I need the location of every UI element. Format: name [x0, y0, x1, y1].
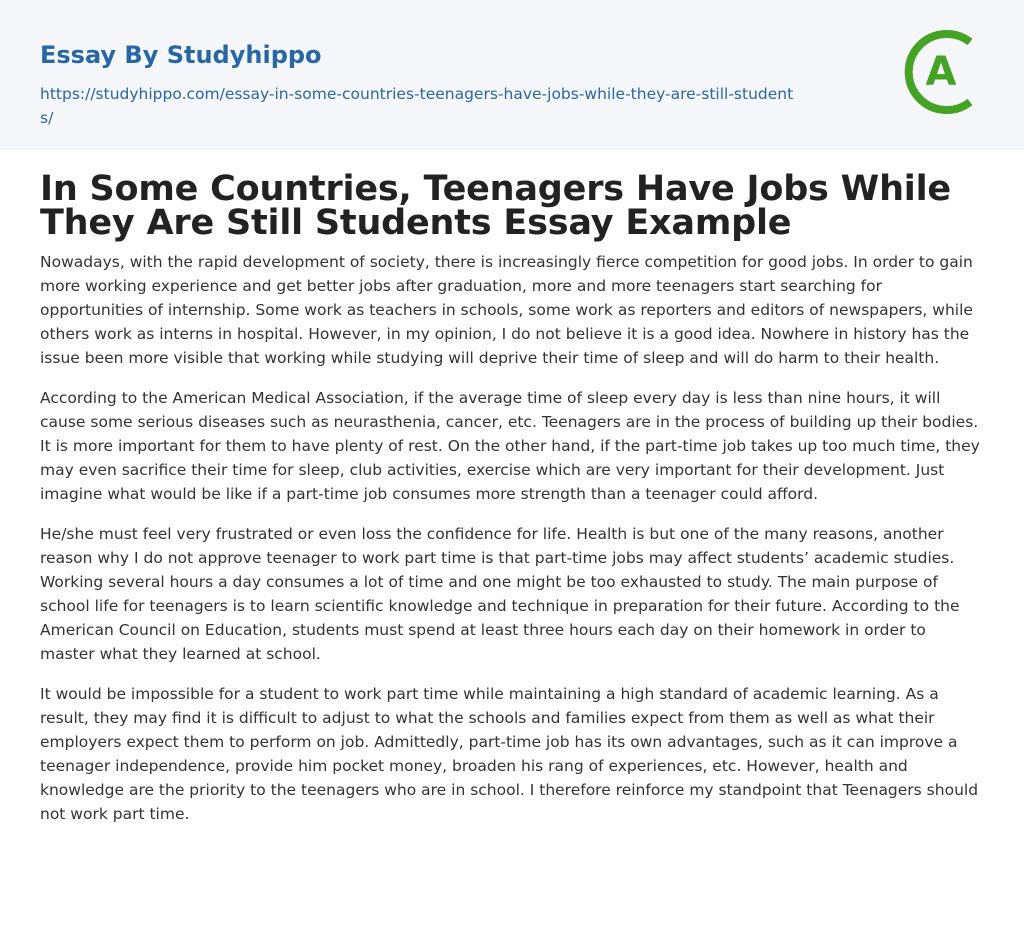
essay-body — [40, 250, 984, 842]
essay-paragraph: He/she must feel very frustrated or even loss the confidence for life. Health is but one of the many reasons, another reason why I do not approve teenager to work part time is that part-time jobs may affect students’ academic studies. Working several hours a day consumes a lot of time and one might be too exhausted to study. The main purpose of school life for teenagers is to learn scientific knowledge and technique in preparation for their future. According to the American Council on Education, students must spend at least three hours each day on their homework in order to master what they learned at school. — [40, 525, 960, 663]
essay-paragraph: It would be impossible for a student to work part time while maintaining a high standard of academic learning. As a result, they may find it is difficult to adjust to what the schools and families expect from them as well as what their employers expect them to perform on job. Admittedly, part-time job has its own advantages, such as it can improve a teenager independence, provide him pocket money, broaden his rang of experiences, etc. However, health and knowledge are the priority to the teenagers who are in school. I therefore reinforce my standpoint that Teenagers should not work part time. — [40, 685, 979, 823]
page-title: In Some Countries, Teenagers Have Jobs While They Are Still Students Essay Example — [40, 169, 951, 243]
logo-letter: A — [925, 49, 957, 95]
essay-paragraph: According to the American Medical Association, if the average time of sleep every day is less than nine hours, it will cause some serious diseases such as neurasthenia, cancer, etc. Teenagers are in the process of building up their bodies. It is more important for them to have plenty of rest. On the other hand, if the part-time job takes up too much time, they may even sacrifice their time for sleep, club activities, exercise which are very important for their development. Just imagine what would be like if a part-time job consumes more strength than a teenager could afford. — [40, 389, 980, 503]
essay-paragraph: Nowadays, with the rapid development of society, there is increasingly fierce competition for good jobs. In order to gain more working experience and get better jobs after graduation, more and more teenagers start searching for opportunities of internship. Some work as teachers in schools, some work as reporters and editors of newspapers, while others work as interns in hospital. However, in my opinion, I do not believe it is a good idea. Nowhere in history has the issue been more visible that working while studying will deprive their time of sleep and will do harm to their health. — [40, 253, 973, 367]
essay-url-link[interactable]: https://studyhippo.com/essay-in-some-countries-teenagers-have-jobs-while-they-are-still-students/ — [40, 85, 794, 127]
site-brand[interactable]: Essay By Studyhippo — [40, 41, 322, 69]
